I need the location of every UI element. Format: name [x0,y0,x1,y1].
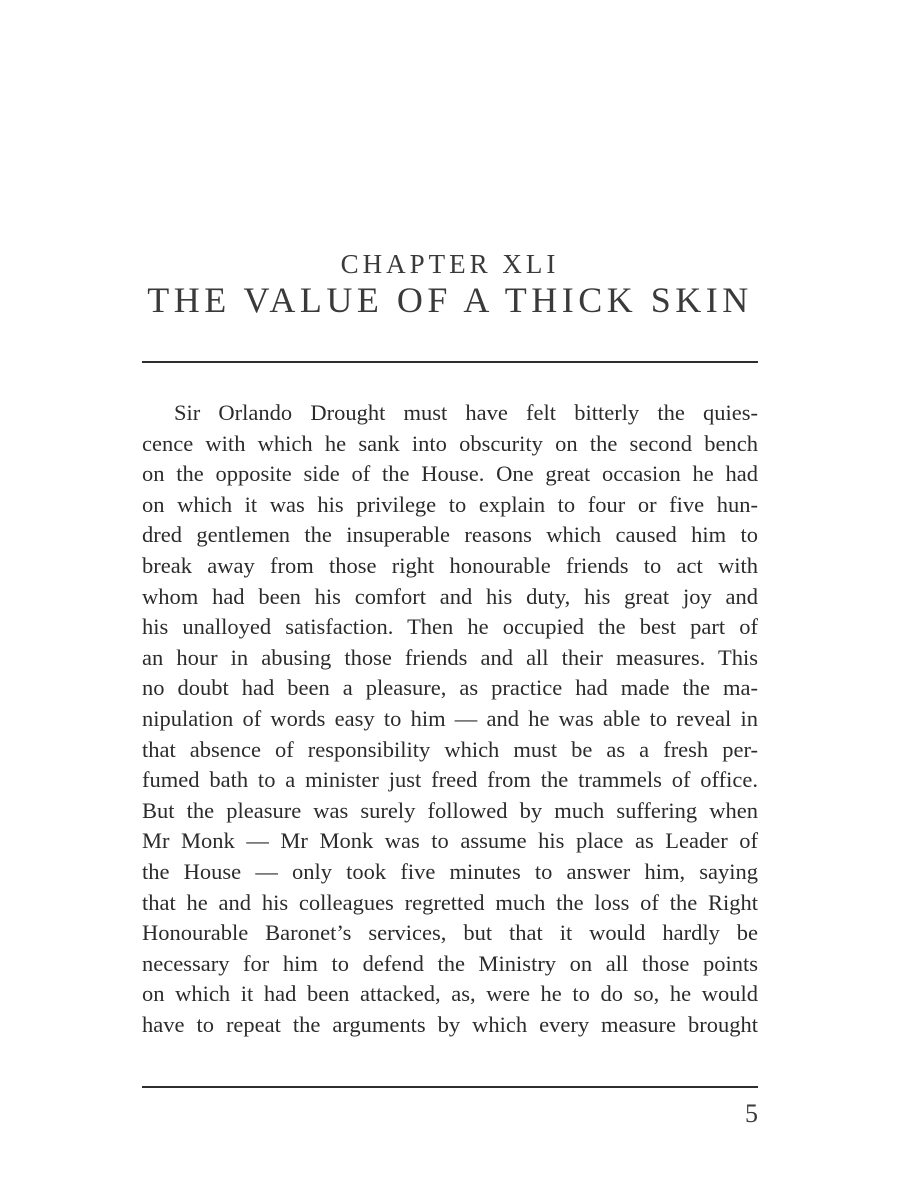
text-line: his unalloyed satisfaction. Then he occupied the best part of [142,614,758,640]
text-line: necessary for him to defend the Ministry on all those points [142,950,758,976]
text-line: an hour in abusing those friends and all their measures. This [142,644,758,670]
text-line: no doubt had been a pleasure, as practice had made the ma- [142,675,758,701]
text-line: on the opposite side of the House. One great occasion he had [142,461,758,487]
chapter-title: THE VALUE OF A THICK SKIN [147,280,753,320]
text-line: on which it was his privilege to explain to four or five hun- [142,491,758,517]
text-line: Honourable Baronet’s services, but that it would hardly be [142,920,758,946]
top-rule [142,361,758,363]
text-line: nipulation of words easy to him — and he was able to reveal in [142,705,758,731]
text-line: that absence of responsibility which must be as a fresh per- [142,736,758,762]
text-line: fumed bath to a minister just freed from the trammels of office. [142,767,758,793]
bottom-rule [142,1086,758,1088]
text-line: have to repeat the arguments by which every measure brought [142,1011,758,1037]
text-line: Mr Monk — Mr Monk was to assume his place as Leader of [142,828,758,854]
text-line: on which it had been attacked, as, were he to do so, he would [142,981,758,1007]
body-text [142,398,758,1040]
page-number: 5 [745,1099,758,1128]
text-line: cence with which he sank into obscurity on the second bench [142,430,758,456]
text-line: dred gentlemen the insuperable reasons which caused him to [142,522,758,548]
text-line: whom had been his comfort and his duty, his great joy and [142,583,758,609]
text-line: break away from those right honourable friends to act with [142,552,758,578]
text-line: the House — only took five minutes to answer him, saying [142,858,758,884]
chapter-number: CHAPTER XLI [340,249,560,279]
text-line: Sir Orlando Drought must have felt bitterly the quies- [174,400,758,425]
text-line: that he and his colleagues regretted much the loss of the Right [142,889,758,915]
text-line: But the pleasure was surely followed by much suffering when [142,797,758,823]
